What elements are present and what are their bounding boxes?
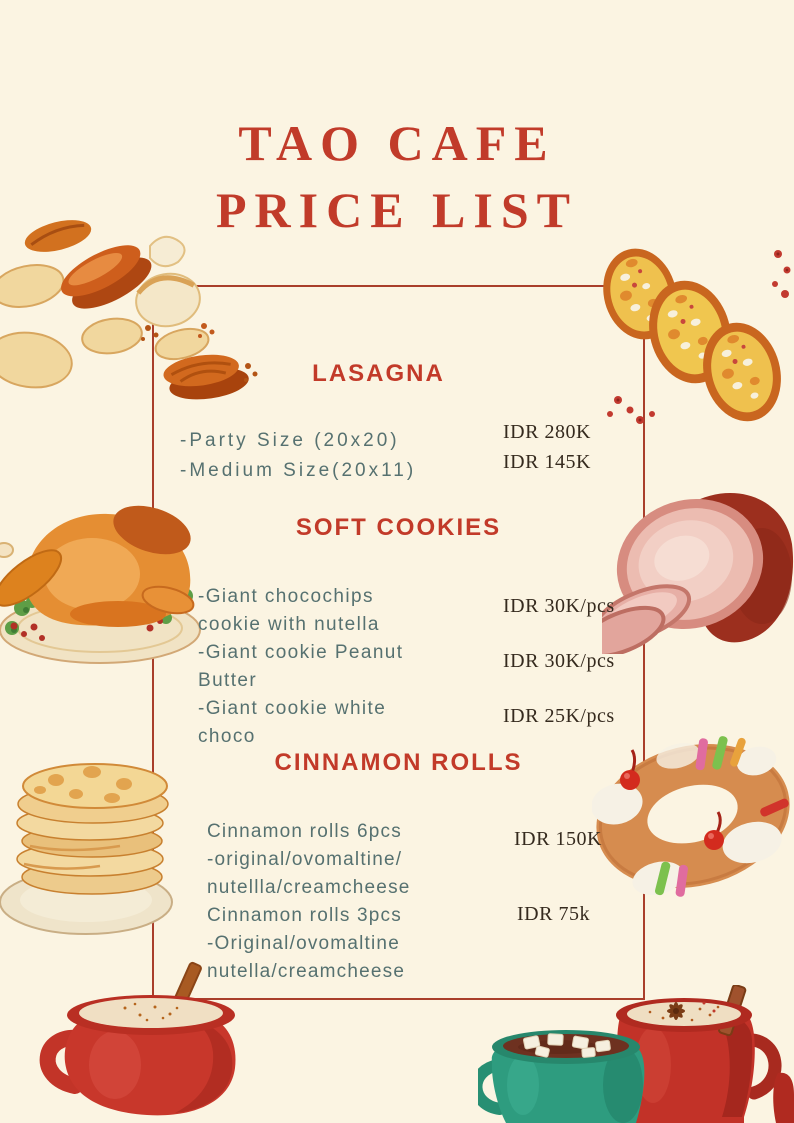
price-cinnamon-3pcs: IDR 75k <box>517 903 590 925</box>
price-cookie-peanut: IDR 30K/pcs <box>503 650 615 672</box>
menu-item-line: -Giant cookie white <box>198 698 387 719</box>
menu-item-line: nutella/creamcheese <box>207 961 406 982</box>
section-heading-cinnamon-rolls: CINNAMON ROLLS <box>274 749 523 776</box>
hot-drinks-mugs-illustration <box>478 985 794 1123</box>
title-line-1: TAO CAFE <box>238 115 556 171</box>
lasagna-items <box>180 426 416 486</box>
menu-item-line: cookie with nutella <box>198 614 380 635</box>
menu-item-line: -Original/ovomaltine <box>207 933 400 954</box>
menu-item-line: -original/ovomaltine/ <box>207 849 403 870</box>
menu-item-line: Cinnamon rolls 3pcs <box>207 905 402 926</box>
price-cinnamon-6pcs: IDR 150K <box>514 828 602 850</box>
menu-item-line: nutellla/creamcheese <box>207 877 411 898</box>
price-cookie-white-choco: IDR 25K/pcs <box>503 705 615 727</box>
price-cookie-nutella: IDR 30K/pcs <box>503 595 615 617</box>
menu-item-line: -Giant chocochips <box>198 586 374 607</box>
menu-item-line: choco <box>198 726 256 747</box>
section-heading-soft-cookies: SOFT COOKIES <box>295 514 502 541</box>
menu-item-line: Cinnamon rolls 6pcs <box>207 821 402 842</box>
roast-turkey-illustration <box>0 478 215 670</box>
toast-slices-illustration <box>582 232 794 430</box>
menu-item-line: -Party Size (20x20) <box>180 430 400 451</box>
menu-item-line: -Medium Size(20x11) <box>180 460 417 481</box>
menu-item-line: -Giant cookie Peanut <box>198 642 404 663</box>
ham-illustration <box>602 486 794 654</box>
soft-cookies-items <box>198 583 403 751</box>
price-lasagna-medium: IDR 145K <box>503 451 591 473</box>
title-line-2: PRICE LIST <box>215 182 579 238</box>
page-title <box>0 110 794 244</box>
cinnamon-rolls-items <box>207 818 411 986</box>
price-lasagna-party: IDR 280K <box>503 421 591 443</box>
section-heading-lasagna: LASAGNA <box>312 360 445 387</box>
menu-item-line: Butter <box>198 670 258 691</box>
